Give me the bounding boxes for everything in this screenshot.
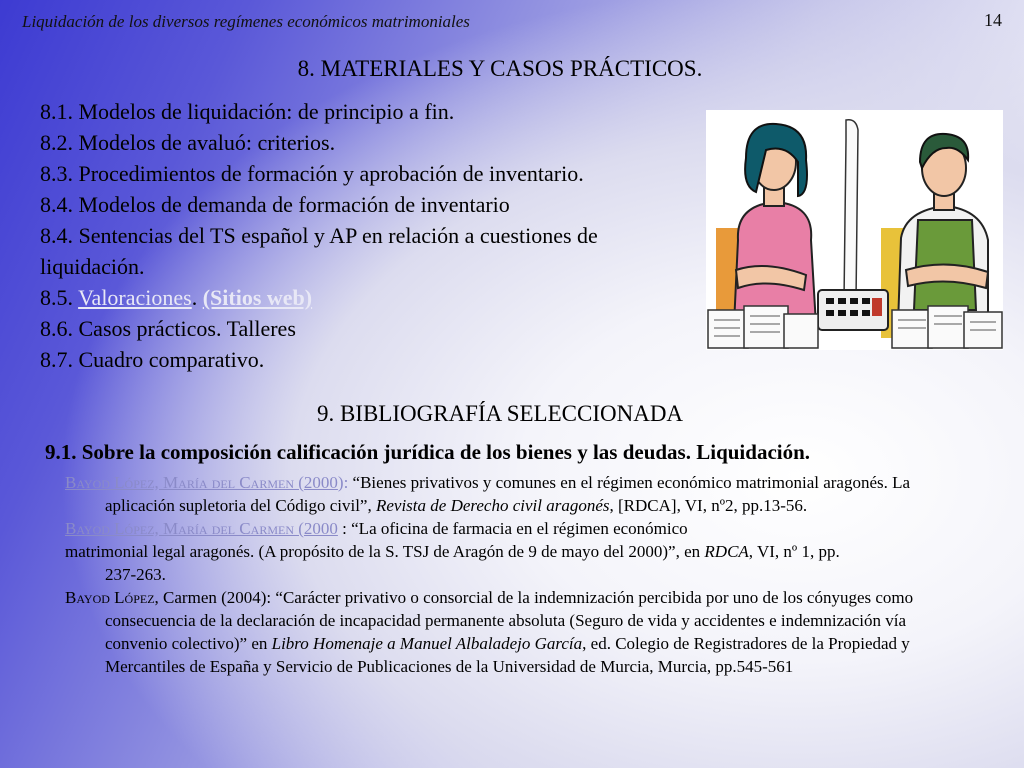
couple-with-calculator-icon: [706, 110, 1003, 350]
subsection-9-1-heading: [45, 440, 810, 465]
bibliography-entry-1: [65, 471, 965, 517]
list-item: 8.6. Casos prácticos. Talleres: [40, 316, 296, 341]
valoraciones-link[interactable]: Valoraciones: [78, 285, 192, 310]
item-separator: .: [191, 285, 203, 310]
subsection-heading-text: 9.1. Sobre la composición calificación jurídica de los bienes y las deudas: [45, 440, 686, 464]
journal-title: RDCA: [704, 542, 749, 561]
section-9-title: 9. BIBLIOGRAFÍA SELECCIONADA: [316, 401, 684, 426]
slide-header-title: Liquidación de los diversos regímenes económicos matrimoniales: [22, 12, 470, 31]
list-item: 8.4. Modelos de demanda de formación de inventario: [40, 192, 510, 217]
citation-tail: , ed. Colegio de Registradores de la Propiedad y Mercantiles de España y Servicio de Publicaciones de la Universidad de Murcia, Murcia, pp.545-561: [105, 634, 910, 676]
list-item: 8.7. Cuadro comparativo.: [40, 347, 265, 372]
list-item: 8.4. Sentencias del TS español y AP en relación a cuestiones de liquidación.: [40, 223, 598, 279]
book-title: Libro Homenaje a Manuel Albaladejo García: [271, 634, 583, 653]
citation-text: “Bienes privativos y comunes en el régimen económico matrimonial aragonés. La aplicación supletoria del Código civil”,: [105, 473, 911, 515]
list-item: 8.3. Procedimientos de formación y aprobación de inventario.: [40, 161, 584, 186]
citation-separator: ):: [337, 473, 353, 492]
couple-clipart-image: [706, 110, 1003, 350]
bibliography-entry-2: [65, 517, 965, 586]
page-number: 14: [984, 10, 1002, 30]
citation-tail: , VI, nº 1, pp.: [748, 542, 840, 561]
author-name: Bayod López: [65, 588, 155, 607]
citation-separator: :: [337, 519, 352, 538]
item-prefix: 8.5.: [40, 285, 79, 310]
list-item-valoraciones: [40, 282, 680, 313]
citation-tail: , [RDCA], VI, nº2, pp.13-56.: [609, 496, 808, 515]
bibliography-list: [65, 471, 965, 678]
section-8-title: 8. MATERIALES Y CASOS PRÁCTICOS.: [297, 56, 703, 81]
author-link[interactable]: Bayod López, María del Carmen (2000: [65, 519, 338, 538]
list-item: 8.1. Modelos de liquidación: de principio a fin.: [40, 99, 455, 124]
citation-pages: 237-263.: [105, 565, 166, 584]
list-item: 8.2. Modelos de avaluó: criterios.: [40, 130, 336, 155]
citation-text: , Carmen (2004): “Carácter privativo o consorcial de la indemnización percibida por uno de los cónyuges como consecuencia de la declaración de incapacidad permanente absoluta (Seguro de vida y accidentes e indemnización vía convenio colectivo)” en: [105, 588, 914, 653]
bibliography-entry-3: [65, 586, 965, 678]
citation-text: “La oficina de farmacia en el régimen económico: [351, 519, 688, 538]
sitios-web-link[interactable]: (Sitios web): [202, 285, 313, 310]
author-link[interactable]: Bayod López, María del Carmen (2000: [65, 473, 338, 492]
journal-title: Revista de Derecho civil aragonés: [375, 496, 610, 515]
subsection-heading-tail: . Liquidación.: [685, 440, 811, 464]
section-8-list: [40, 96, 680, 375]
citation-continuation: matrimonial legal aragonés. (A propósito de la S. TSJ de Aragón de 9 de mayo del 2000)”, en: [65, 542, 705, 561]
